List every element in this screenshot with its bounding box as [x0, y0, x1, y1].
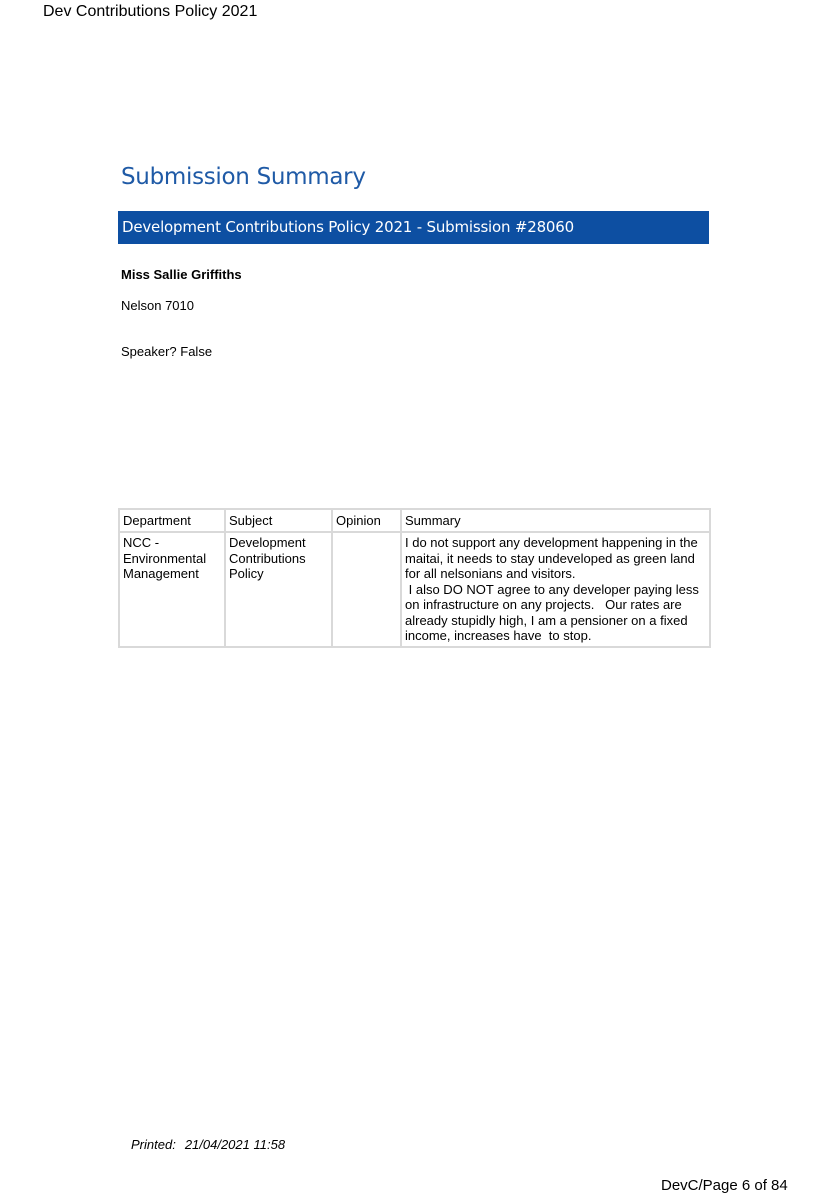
document-header-title: Dev Contributions Policy 2021: [43, 3, 258, 20]
page-title: Submission Summary: [121, 164, 366, 190]
printed-label: Printed:: [131, 1137, 176, 1152]
summary-paragraph: I do not support any development happening in the maitai, it needs to stay undeveloped as green land for all nelsonians and visitors.: [405, 535, 698, 581]
printed-timestamp: [131, 1137, 285, 1152]
column-header-department: Department: [119, 509, 225, 532]
column-header-opinion: Opinion: [332, 509, 401, 532]
submitter-city: Nelson 7010: [121, 298, 194, 313]
column-header-subject: Subject: [225, 509, 332, 532]
subject-cell: Development Contributions Policy: [225, 532, 332, 647]
summary-cell: [401, 532, 710, 647]
summary-paragraph: I also DO NOT agree to any developer paying less on infrastructure on any projects. Our rates are already stupidly high, I am a pensioner on a fixed income, increases have to stop.: [405, 581, 703, 643]
table-row: [119, 532, 710, 647]
submitter-name: Miss Sallie Griffiths: [121, 267, 242, 282]
column-header-summary: Summary: [401, 509, 710, 532]
printed-value: 21/04/2021 11:58: [184, 1137, 286, 1152]
table-header-row: [119, 509, 710, 532]
department-cell: NCC - Environmental Management: [119, 532, 225, 647]
speaker-status: Speaker? False: [121, 344, 213, 359]
submission-title-bar: Development Contributions Policy 2021 - Submission #28060: [118, 211, 709, 244]
page-number: DevC/Page 6 of 84: [661, 1177, 788, 1194]
opinion-cell: [332, 532, 401, 647]
submission-table: [118, 508, 711, 648]
